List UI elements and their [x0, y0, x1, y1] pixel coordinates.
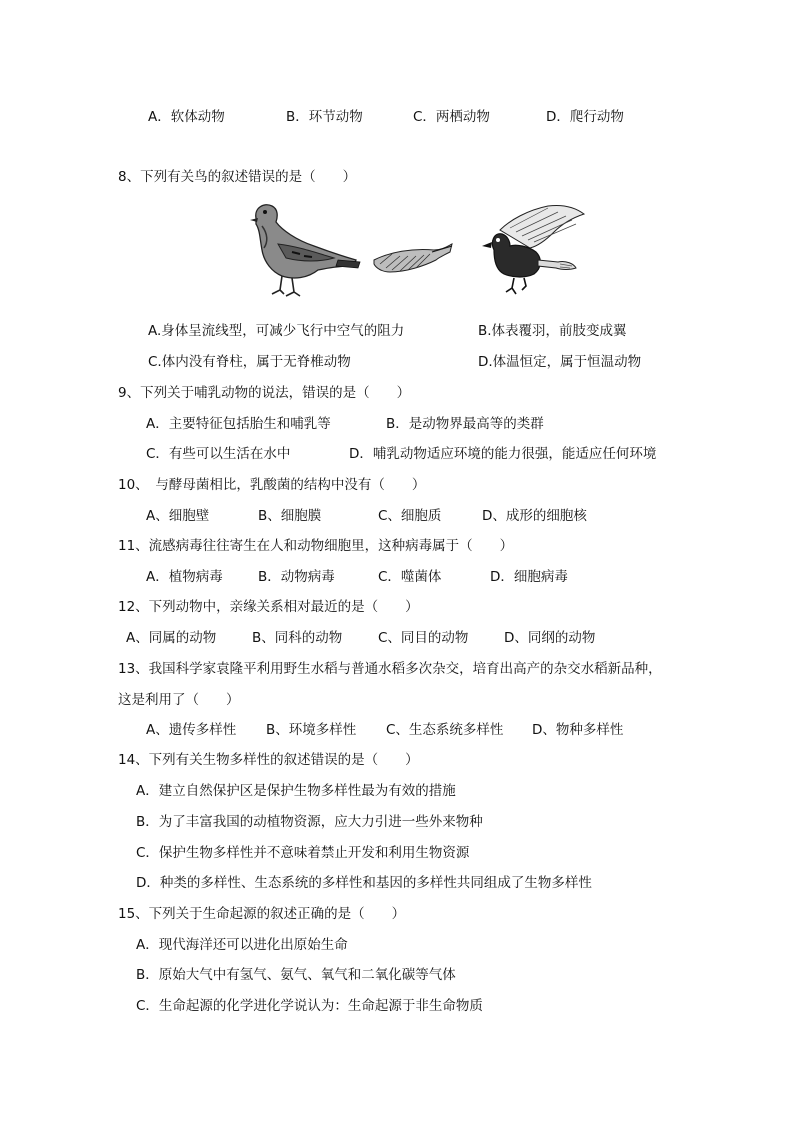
q12-option-c: C、同目的动物	[378, 630, 469, 646]
q11-option-c: C．噬菌体	[378, 569, 442, 585]
q15-option-b: B．原始大气中有氢气、氨气、氧气和二氧化碳等气体	[136, 967, 456, 983]
q10-option-c: C、细胞质	[378, 508, 442, 524]
q11-option-b: B．动物病毒	[258, 569, 335, 585]
q15-option-c: C．生命起源的化学进化学说认为：生命起源于非生命物质	[136, 998, 483, 1014]
q9-option-d: D．哺乳动物适应环境的能力很强，能适应任何环境	[349, 446, 657, 462]
q9-option-b: B．是动物界最高等的类群	[386, 416, 544, 432]
q13-stem-line2: 这是利用了（ ）	[118, 692, 240, 708]
bird-figure	[230, 198, 600, 302]
q12-option-d: D、同纲的动物	[504, 630, 596, 646]
q13-option-a: A、遗传多样性	[146, 722, 237, 738]
q8-option-c: C.体内没有脊柱，属于无脊椎动物	[148, 354, 351, 370]
q10-option-b: B、细胞膜	[258, 508, 322, 524]
q12-option-b: B、同科的动物	[252, 630, 343, 646]
q10-option-a: A、细胞壁	[146, 508, 210, 524]
q9-option-a: A．主要特征包括胎生和哺乳等	[146, 416, 331, 432]
q7-option-c: C．两栖动物	[413, 109, 490, 125]
q8-option-d: D.体温恒定，属于恒温动物	[478, 354, 642, 370]
q15-stem: 15、下列关于生命起源的叙述正确的是（ ）	[118, 906, 406, 922]
q11-stem: 11、流感病毒往往寄生在人和动物细胞里，这种病毒属于（ ）	[118, 538, 514, 554]
q13-stem-line1: 13、我国科学家袁隆平利用野生水稻与普通水稻多次杂交，培育出高产的杂交水稻新品种，	[118, 661, 662, 677]
q8-option-b: B.体表覆羽，前肢变成翼	[478, 323, 627, 339]
q14-option-a: A．建立自然保护区是保护生物多样性最为有效的措施	[136, 783, 456, 799]
q7-option-a: A．软体动物	[148, 109, 225, 125]
q11-option-a: A．植物病毒	[146, 569, 223, 585]
q15-option-a: A．现代海洋还可以进化出原始生命	[136, 937, 348, 953]
q8-stem: 8、下列有关鸟的叙述错误的是（ ）	[118, 169, 357, 185]
q7-option-b: B．环节动物	[286, 109, 363, 125]
q11-option-d: D．细胞病毒	[490, 569, 568, 585]
q13-option-c: C、生态系统多样性	[386, 722, 504, 738]
q14-option-c: C．保护生物多样性并不意味着禁止开发和利用生物资源	[136, 845, 470, 861]
q8-option-a: A.身体呈流线型，可减少飞行中空气的阻力	[148, 323, 405, 339]
wing-icon	[372, 242, 454, 276]
q13-option-b: B、环境多样性	[266, 722, 357, 738]
q13-option-d: D、物种多样性	[532, 722, 624, 738]
q12-option-a: A、同属的动物	[126, 630, 217, 646]
q12-stem: 12、下列动物中，亲缘关系相对最近的是（ ）	[118, 599, 419, 615]
q14-option-b: B．为了丰富我国的动植物资源，应大力引进一些外来物种	[136, 814, 483, 830]
q9-option-c: C．有些可以生活在水中	[146, 446, 291, 462]
q10-option-d: D、成形的细胞核	[482, 508, 587, 524]
q9-stem: 9、下列关于哺乳动物的说法，错误的是（ ）	[118, 385, 411, 401]
q14-stem: 14、下列有关生物多样性的叙述错误的是（ ）	[118, 752, 419, 768]
skeleton-bird-icon	[476, 202, 588, 298]
pigeon-icon	[238, 200, 362, 300]
q7-option-d: D．爬行动物	[546, 109, 624, 125]
q10-stem: 10、 与酵母菌相比，乳酸菌的结构中没有（ ）	[118, 477, 426, 493]
q14-option-d: D．种类的多样性、生态系统的多样性和基因的多样性共同组成了生物多样性	[136, 875, 592, 891]
